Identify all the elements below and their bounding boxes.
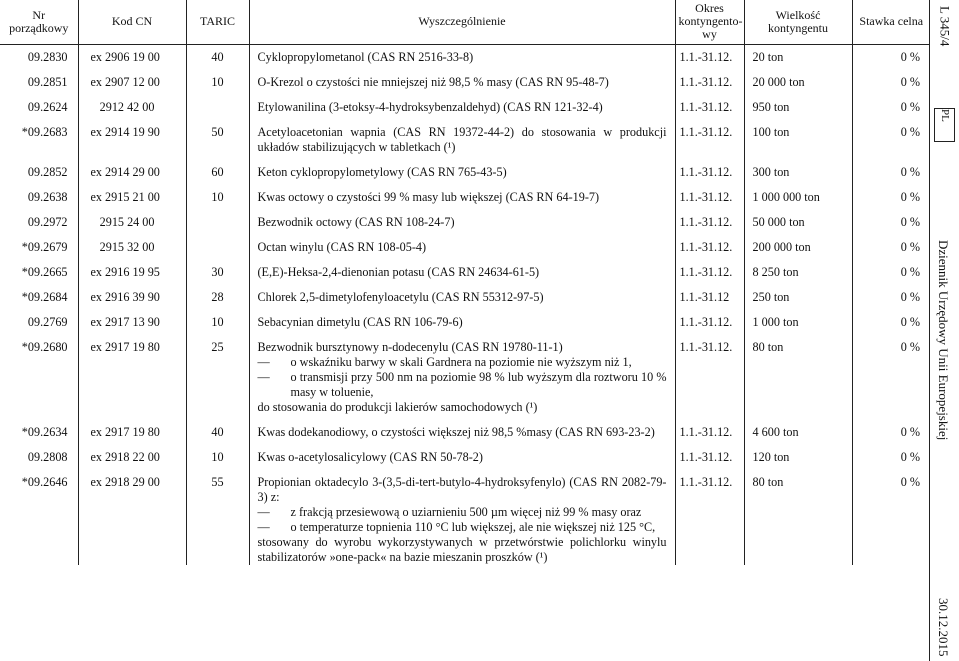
quota-volume-cell: 250 ton xyxy=(744,280,852,305)
taric-code-cell: 50 xyxy=(186,115,249,155)
description-cell xyxy=(249,90,675,115)
quota-volume-cell: 20 000 ton xyxy=(744,65,852,90)
quota-volume-cell: 80 ton xyxy=(744,465,852,565)
quota-period-cell: 1.1.-31.12. xyxy=(675,205,744,230)
table-row xyxy=(0,305,930,330)
condition-text: o wskaźniku barwy w skali Gardnera na poziomie nie wyższym niż 1, xyxy=(290,355,632,369)
cn-code-cell: 2915 24 00 xyxy=(78,205,186,230)
description-cell xyxy=(249,255,675,280)
dash-marker: — xyxy=(257,520,270,534)
description-condition xyxy=(258,505,667,520)
cn-code-cell: ex 2914 19 90 xyxy=(78,115,186,155)
condition-text: o transmisji przy 500 nm na poziomie 98 % lub wyższym dla roztworu 10 % masy w toluenie, xyxy=(290,370,667,399)
row-number-cell: *09.2634 xyxy=(21,425,68,439)
table-row xyxy=(0,180,930,205)
quota-period-cell: 1.1.-31.12. xyxy=(675,330,744,415)
description-text: Kwas o-acetylosalicylowy (CAS RN 50-78-2) xyxy=(257,450,483,464)
duty-rate-cell: 0 % xyxy=(852,180,930,205)
duty-rate-cell: 0 % xyxy=(852,255,930,280)
cn-code-cell: ex 2917 13 90 xyxy=(78,305,186,330)
duty-rate-cell: 0 % xyxy=(852,205,930,230)
quota-period-cell: 1.1.-31.12. xyxy=(675,255,744,280)
taric-code-cell xyxy=(186,205,249,230)
quota-volume-cell: 1 000 000 ton xyxy=(744,180,852,205)
language-code: PL xyxy=(939,109,951,122)
cn-code-cell: ex 2918 29 00 xyxy=(78,465,186,565)
quota-period-cell: 1.1.-31.12. xyxy=(675,465,744,565)
table-row xyxy=(0,155,930,180)
dash-marker: — xyxy=(257,355,270,369)
description-cell xyxy=(249,45,675,66)
taric-code-cell xyxy=(186,90,249,115)
taric-code-cell: 40 xyxy=(186,45,249,66)
quota-volume-cell: 50 000 ton xyxy=(744,205,852,230)
duty-rate-cell: 0 % xyxy=(852,230,930,255)
description-cell xyxy=(249,465,675,565)
row-number-cell: *09.2684 xyxy=(21,290,68,304)
quota-volume-cell: 300 ton xyxy=(744,155,852,180)
cn-code-cell: ex 2915 21 00 xyxy=(78,180,186,205)
description-cell xyxy=(249,205,675,230)
description-text: Octan winylu (CAS RN 108-05-4) xyxy=(257,240,427,254)
row-number-cell: *09.2646 xyxy=(21,475,68,489)
description-cell xyxy=(249,440,675,465)
description-cell xyxy=(249,280,675,305)
row-number-cell: 09.2808 xyxy=(27,450,68,464)
quota-volume-cell: 120 ton xyxy=(744,440,852,465)
description-text: Sebacynian dimetylu (CAS RN 106-79-6) xyxy=(257,315,463,329)
description-condition xyxy=(258,520,667,535)
duty-rate-cell: 0 % xyxy=(852,155,930,180)
row-number-cell: *09.2680 xyxy=(21,340,68,354)
cn-code-cell: ex 2914 29 00 xyxy=(78,155,186,180)
table-row xyxy=(0,255,930,280)
row-number-cell: *09.2683 xyxy=(21,125,68,139)
taric-code-cell: 28 xyxy=(186,280,249,305)
header-nr: Nr porządkowy xyxy=(0,0,78,45)
description-text: O-Krezol o czystości nie mniejszej niż 98,5 % masy (CAS RN 95-48-7) xyxy=(257,75,609,89)
description-text: Cyklopropylometanol (CAS RN 2516-33-8) xyxy=(257,50,474,64)
quota-volume-cell: 200 000 ton xyxy=(744,230,852,255)
quota-volume-cell: 4 600 ton xyxy=(744,415,852,440)
row-number-cell: 09.2624 xyxy=(27,100,68,114)
duty-rate-cell: 0 % xyxy=(852,305,930,330)
table-row xyxy=(0,330,930,415)
cn-code-cell: 2912 42 00 xyxy=(78,90,186,115)
cn-code-cell: ex 2918 22 00 xyxy=(78,440,186,465)
quota-period-cell: 1.1.-31.12. xyxy=(675,230,744,255)
taric-code-cell: 10 xyxy=(186,65,249,90)
description-cell xyxy=(249,65,675,90)
duty-rate-cell: 0 % xyxy=(852,465,930,565)
table-row xyxy=(0,415,930,440)
cn-code-cell: ex 2917 19 80 xyxy=(78,330,186,415)
quota-period-cell: 1.1.-31.12. xyxy=(675,115,744,155)
description-cell xyxy=(249,415,675,440)
quota-period-cell: 1.1.-31.12. xyxy=(675,155,744,180)
description-condition xyxy=(258,355,667,370)
duty-rate-cell: 0 % xyxy=(852,415,930,440)
description-text: Keton cyklopropylometylowy (CAS RN 765-43-5) xyxy=(257,165,507,179)
quota-period-cell: 1.1.-31.12. xyxy=(675,440,744,465)
table-row xyxy=(0,90,930,115)
row-number-cell: 09.2769 xyxy=(27,315,68,329)
taric-code-cell: 30 xyxy=(186,255,249,280)
table-row xyxy=(0,230,930,255)
row-number-cell: 09.2830 xyxy=(27,50,68,64)
taric-code-cell: 25 xyxy=(186,330,249,415)
header-duty-rate: Stawka celna xyxy=(852,0,930,45)
description-cell xyxy=(249,305,675,330)
quota-period-cell: 1.1.-31.12. xyxy=(675,90,744,115)
cn-code-cell: ex 2916 39 90 xyxy=(78,280,186,305)
duty-rate-cell: 0 % xyxy=(852,115,930,155)
description-text: Chlorek 2,5-dimetylofenyloacetylu (CAS RN 55312-97-5) xyxy=(257,290,544,304)
taric-code-cell: 40 xyxy=(186,415,249,440)
quota-volume-cell: 950 ton xyxy=(744,90,852,115)
quota-period-cell: 1.1.-31.12. xyxy=(675,65,744,90)
description-cell xyxy=(249,115,675,155)
description-text: Acetyloacetonian wapnia (CAS RN 19372-44-2) do stosowania w produkcji układów stabilizujących w tabletkach (¹) xyxy=(257,125,667,154)
cn-code-cell: ex 2916 19 95 xyxy=(78,255,186,280)
description-cell xyxy=(249,155,675,180)
duty-rate-cell: 0 % xyxy=(852,280,930,305)
row-number-cell: *09.2679 xyxy=(21,240,68,254)
table-row xyxy=(0,280,930,305)
header-period: Okres kontyngento- wy xyxy=(675,0,744,45)
page-margin xyxy=(929,0,959,661)
description-text: (E,E)-Heksa-2,4-dienonian potasu (CAS RN 24634-61-5) xyxy=(257,265,540,279)
description-cell xyxy=(249,330,675,415)
quota-volume-cell: 100 ton xyxy=(744,115,852,155)
taric-code-cell: 10 xyxy=(186,440,249,465)
duty-rate-cell: 0 % xyxy=(852,330,930,415)
table-row xyxy=(0,115,930,155)
taric-code-cell: 60 xyxy=(186,155,249,180)
table-header-row xyxy=(0,0,930,45)
condition-text: z frakcją przesiewową o uziarnieniu 500 µm więcej niż 99 % masy oraz xyxy=(290,505,642,519)
duty-rate-cell: 0 % xyxy=(852,65,930,90)
publication-date: 30.12.2015 xyxy=(936,598,951,657)
description-text: Kwas octowy o czystości 99 % masy lub większej (CAS RN 64-19-7) xyxy=(257,190,600,204)
description-text: Etylowanilina (3-etoksy-4-hydroksybenzaldehyd) (CAS RN 121-32-4) xyxy=(257,100,603,114)
taric-code-cell xyxy=(186,230,249,255)
quota-period-cell: 1.1.-31.12. xyxy=(675,45,744,66)
quota-volume-cell: 1 000 ton xyxy=(744,305,852,330)
taric-code-cell: 10 xyxy=(186,180,249,205)
quota-period-cell: 1.1.-31.12. xyxy=(675,415,744,440)
row-number-cell: *09.2665 xyxy=(21,265,68,279)
description-text: Propionian oktadecylo 3-(3,5-di-tert-butylo-4-hydroksyfenylo) (CAS RN 2082-79-3) z: xyxy=(257,475,667,504)
table-row xyxy=(0,440,930,465)
duty-rate-cell: 0 % xyxy=(852,90,930,115)
row-number-cell: 09.2638 xyxy=(27,190,68,204)
duty-rate-cell: 0 % xyxy=(852,45,930,66)
duty-rate-cell: 0 % xyxy=(852,440,930,465)
cn-code-cell: 2915 32 00 xyxy=(78,230,186,255)
header-quota-volume: Wielkość kontyngentu xyxy=(744,0,852,45)
journal-title: Dziennik Urzędowy Unii Europejskiej xyxy=(936,240,951,441)
quota-volume-cell: 80 ton xyxy=(744,330,852,415)
row-number-cell: 09.2972 xyxy=(27,215,68,229)
quota-volume-cell: 20 ton xyxy=(744,45,852,66)
table-row xyxy=(0,205,930,230)
table-row xyxy=(0,465,930,565)
row-number-cell: 09.2851 xyxy=(27,75,68,89)
description-usage: do stosowania do produkcji lakierów samochodowych (¹) xyxy=(257,400,538,414)
table-row xyxy=(0,45,930,66)
description-cell xyxy=(249,230,675,255)
table-row xyxy=(0,65,930,90)
cn-code-cell: ex 2917 19 80 xyxy=(78,415,186,440)
description-condition xyxy=(258,370,667,400)
taric-code-cell: 55 xyxy=(186,465,249,565)
header-cn: Kod CN xyxy=(78,0,186,45)
page-reference: L 345/4 xyxy=(937,6,953,47)
cn-code-cell: ex 2906 19 00 xyxy=(78,45,186,66)
description-text: Bezwodnik bursztynowy n-dodecenylu (CAS RN 19780-11-1) xyxy=(257,340,563,354)
description-text: Bezwodnik octowy (CAS RN 108-24-7) xyxy=(257,215,455,229)
taric-code-cell: 10 xyxy=(186,305,249,330)
dash-marker: — xyxy=(257,505,270,519)
language-box xyxy=(934,108,955,142)
cn-code-cell: ex 2907 12 00 xyxy=(78,65,186,90)
quota-period-cell: 1.1.-31.12. xyxy=(675,305,744,330)
quota-period-cell: 1.1.-31.12. xyxy=(675,180,744,205)
header-description: Wyszczególnienie xyxy=(249,0,675,45)
description-usage: stosowany do wyrobu wykorzystywanych w przetwórstwie polichlorku winylu stabilizatorów »one-pack« na bazie mieszanin proszków (¹) xyxy=(257,535,667,564)
dash-marker: — xyxy=(257,370,270,384)
quota-period-cell: 1.1.-31.12 xyxy=(675,280,744,305)
row-number-cell: 09.2852 xyxy=(27,165,68,179)
condition-text: o temperaturze topnienia 110 °C lub większej, ale nie większej niż 125 °C, xyxy=(290,520,656,534)
quota-volume-cell: 8 250 ton xyxy=(744,255,852,280)
header-taric: TARIC xyxy=(186,0,249,45)
description-cell xyxy=(249,180,675,205)
description-text: Kwas dodekanodiowy, o czystości większej niż 98,5 %masy (CAS RN 693-23-2) xyxy=(257,425,655,439)
